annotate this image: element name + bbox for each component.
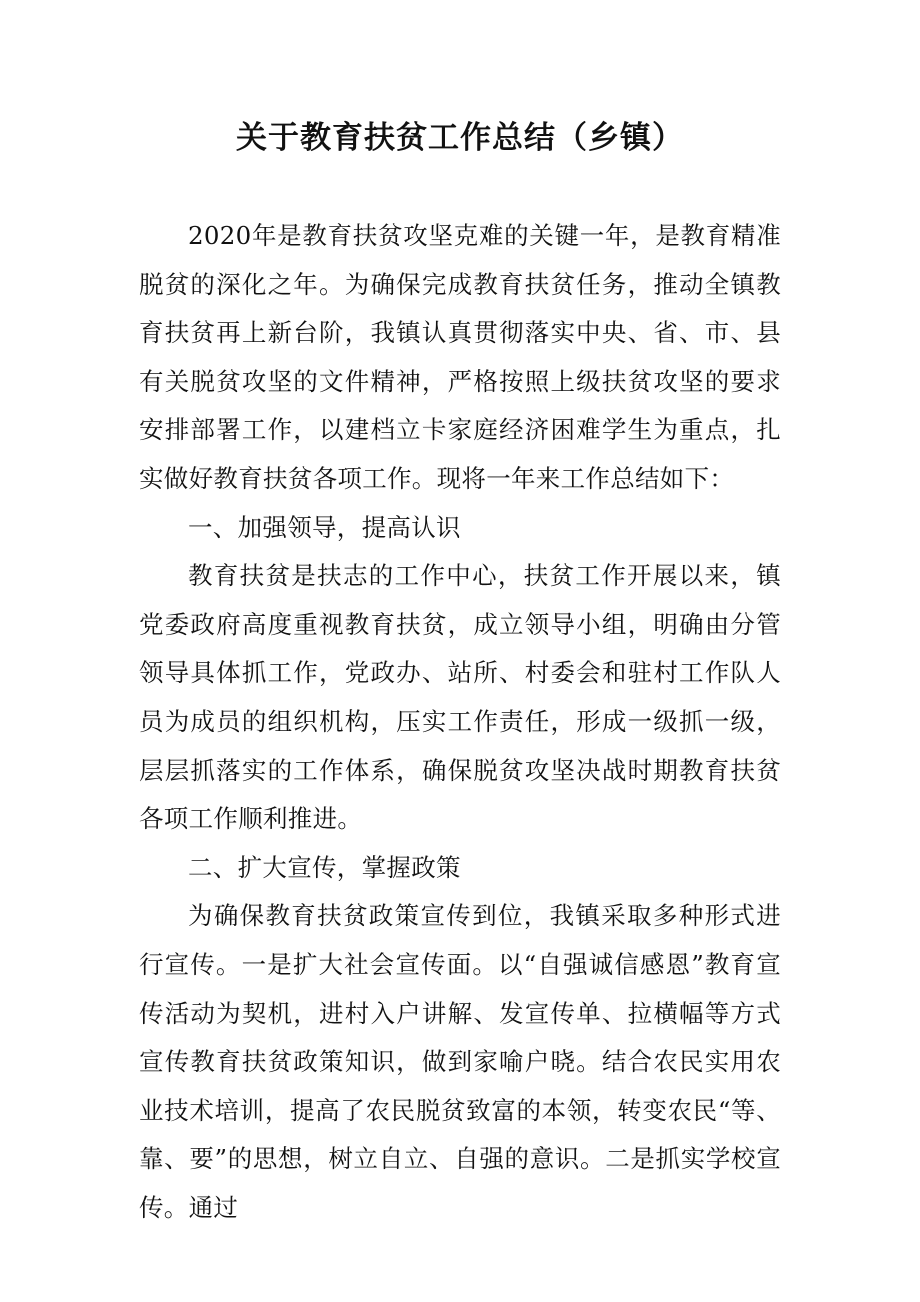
section-heading-2: 二、扩大宣传，掌握政策 (188, 852, 461, 882)
section-heading-1: 一、加强领导，提高认识 (188, 512, 461, 542)
intro-paragraph: 2020年是教育扶贫攻坚克难的关键一年，是教育精准脱贫的深化之年。为确保完成教育扶贫任务，推动全镇教育扶贫再上新台阶，我镇认真贯彻落实中央、省、市、县有关脱贫攻坚的文件精神，严格按照上级扶贫攻坚的要求安排部署工作，以建档立卡家庭经济困难学生为重点，扎实做好教育扶贫各项工作。现将一年来工作总结如下： (139, 221, 781, 493)
document-title: 关于教育扶贫工作总结（乡镇） (236, 120, 684, 156)
section-1-paragraph: 教育扶贫是扶志的工作中心，扶贫工作开展以来，镇党委政府高度重视教育扶贫，成立领导小组，明确由分管领导具体抓工作，党政办、站所、村委会和驻村工作队人员为成员的组织机构，压实工作责任，形成一级抓一级，层层抓落实的工作体系，确保脱贫攻坚决战时期教育扶贫各项工作顺利推进。 (139, 561, 781, 834)
section-2-paragraph: 为确保教育扶贫政策宣传到位，我镇采取多种形式进行宣传。一是扩大社会宣传面。以“自强诚信感恩”教育宣传活动为契机，进村入户讲解、发宣传单、拉横幅等方式宣传教育扶贫政策知识，做到家喻户晓。结合农民实用农业技术培训，提高了农民脱贫致富的本领，转变农民“等、靠、要”的思想，树立自立、自强的意识。二是抓实学校宣传。通过 (139, 901, 781, 1222)
document-body (139, 212, 781, 1232)
